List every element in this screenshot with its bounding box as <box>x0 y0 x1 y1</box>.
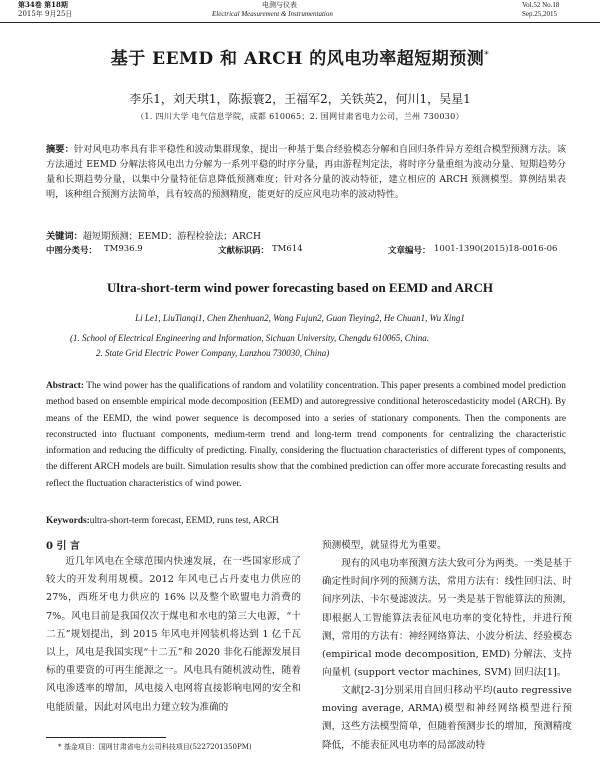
paper-title <box>0 44 600 69</box>
affiliation: （1. 四川大学 电气信息学院，成都 610065；2. 国网甘肃省电力公司，兰州 730030） <box>136 112 464 121</box>
keywords-en <box>46 513 566 529</box>
header-vol-en: Vol.52 No.18 <box>522 1 560 9</box>
abstract-cn-label: 摘要： <box>46 144 74 155</box>
section-heading-intro: 0 引 言 <box>46 541 80 552</box>
english-authors: Li Le1, LiuTianqi1, Chen Zhenhuan2, Wang Fujun2, Guan Tieying2, He Chuan1, Wu Xing1 <box>135 313 465 323</box>
clc-value: TM936.9 <box>104 244 143 254</box>
keywords-cn <box>46 229 566 244</box>
header-volume: 第34卷 第18期 <box>18 0 68 9</box>
keywords-cn-text: 超短期预测；EEMD；游程检验法；ARCH <box>82 231 261 242</box>
english-affiliation-1: (1. School of Electrical Engineering and Information, Sichuan University, Chengdu 610065, China. <box>70 333 429 343</box>
abstract-en-label: Abstract: <box>46 381 85 391</box>
abstract-en-text: The wind power has the qualifications of random and volatility concentration. This paper presents a combined model prediction method based on ensemble empirical mode decomposition (EEMD) and autoregressive conditional heteroscedasticity model (ARCH). By means of the EEMD, the wind power sequence is decomposed into a series of stationary components. Then the components are reconstructed into fluctuant components, medium-term trend and long-term trend components for centralizing the characteristic information and reducing the difficulty of predicting. Finally, considering the fluctuation characteristics of different types of components, the different ARCH models are built. Simulation results show that the combined prediction can offer more accurate forecasting results and reflect the fluctuation characteristics of wind power. <box>46 381 566 489</box>
english-title: Ultra-short-term wind power forecasting based on EEMD and ARCH <box>107 280 493 295</box>
header-journal-en: Electrical Measurement & Instrumentation <box>212 10 333 18</box>
footnote-rule <box>46 737 166 738</box>
header-journal-cn: 电测与仪表 <box>262 1 297 9</box>
article-no-label: 文章编号： <box>388 246 431 256</box>
keywords-en-label: Keywords: <box>46 516 90 526</box>
author-list: 李乐1，刘天琪1，陈振寰2，王福军2，关铁英2，何川1，吴星1 <box>129 92 471 106</box>
keywords-en-text: ultra-short-term forecast, EEMD, runs test, ARCH <box>89 516 279 526</box>
paper-title-text: 基于 EEMD 和 ARCH 的风电功率超短期预测 <box>110 49 485 69</box>
article-no-value: 1001-1390(2015)18-0016-06 <box>434 244 558 254</box>
body-right-para2: 现有的风电功率预测方法大致可分为两类。一类是基于确定性时间序列的预测方法，常用方法有：线性回归法、时间序列法、卡尔曼滤波法。另一类是基于智能算法的预测，即根据人工智能算法表征风电功率的变化特性，并进行预测，常用的方法有：神经网络算法、小波分析法、经验模态 (empirical mode decomposition, EMD) 分解法、支持向量机 (support vector machines, SVM) 回归法[1]。 <box>322 558 572 679</box>
clc-label: 中图分类号： <box>46 246 98 256</box>
doc-code-value: TM614 <box>272 244 303 254</box>
header-date-en: Sep.25,2015 <box>522 10 557 18</box>
english-affiliation-2: 2. State Grid Electric Power Company, Lanzhou 730030, China) <box>96 348 330 358</box>
body-right-para3: 文献[2-3]分别采用自回归移动平均(auto regressive moving average, ARMA)模型和神经网络模型进行预测，这些方法模型简单，但随着预测步长的增加，预测精度降低，不能表征风电功率的局部波动特 <box>322 685 572 751</box>
body-left-column: 近几年风电在全球范围内快速发展，在一些国家形成了较大的开发利用规模。2012 年风电已占丹麦电力供应的 27%，西班牙电力供应的 16% 以及整个欧盟电力消费的 7%。风电目前是我国仅次于煤电和水电的第三大电源，“十二五”规划提出，到 2015 年风电并网装机将达到 1 亿千瓦以上，风电是我国实现“十二五”和 2020 非化石能源发展目标的重要资的可再生能源之一。风电具有随机波动性，随着风电渗透率的增加，风电接入电网将直接影响电网的安全和电能质量，因此对风电出力建立较为准确的 <box>46 556 301 713</box>
keywords-cn-label: 关键词： <box>46 231 83 242</box>
journal-header <box>0 0 600 23</box>
doc-code-label: 文献标识码： <box>218 246 270 256</box>
header-date: 2015年 9月25日 <box>18 10 73 18</box>
title-footnote-mark: * <box>484 50 490 61</box>
body-right-line1: 预测模型，就显得尤为重要。 <box>322 540 447 551</box>
abstract-en <box>46 378 566 492</box>
abstract-cn <box>46 142 566 202</box>
abstract-cn-text: 针对风电功率具有非平稳性和波动集群现象，提出一种基于集合经验模态分解和自回归条件异方差组合模型预测方法。该方法通过 EEMD 分解法将风电出力分解为一系列平稳的时序分量，再由游程判定法，将时序分量重组为波动分量、短期趋势分量和长期趋势分量，以集中分量特征信息降低预测难度；针对各分量的波动特征，建立相应的 ARCH 预测模型。算例结果表明，该种组合预测方法简单，具有较高的预测精度，能更好的反应风电功率的波动特性。 <box>46 144 567 200</box>
fund-footnote: * 基金项目：国网甘肃省电力公司科技项目(5227201350PM) <box>58 743 252 751</box>
